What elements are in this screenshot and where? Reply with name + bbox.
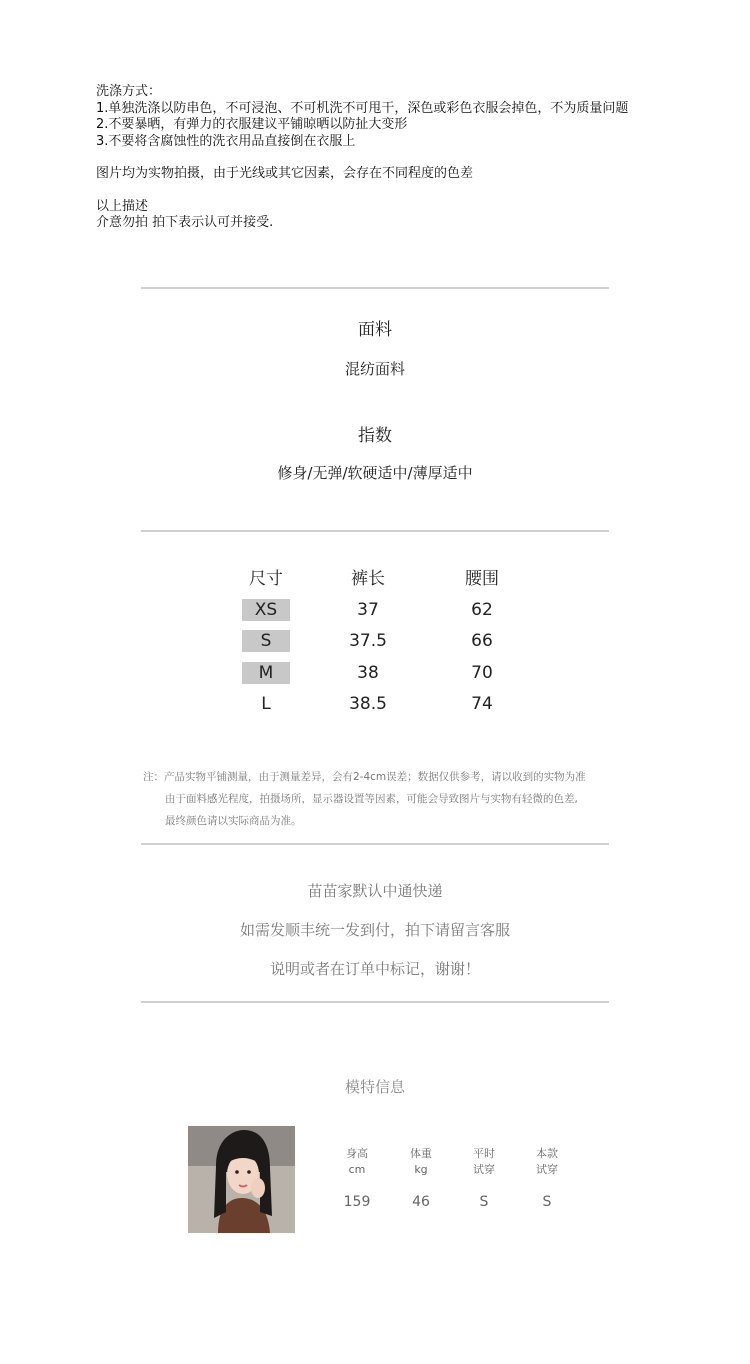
divider bbox=[141, 843, 609, 845]
weight-label-text: 体重 bbox=[410, 1147, 432, 1160]
weight-value: 46 bbox=[412, 1194, 430, 1210]
index-value: 修身/无弹/软硬适中/薄厚适中 bbox=[277, 464, 473, 482]
height-label bbox=[332, 1146, 382, 1178]
size-cell: XS bbox=[242, 599, 290, 621]
size-cell: L bbox=[261, 694, 271, 714]
model-portrait-illustration bbox=[188, 1126, 295, 1233]
length-cell: 38 bbox=[357, 663, 379, 683]
wash-line-1: 1.单独洗涤以防串色，不可浸泡、不可机洗不可甩干，深色或彩色衣服会掉色，不为质量问题 bbox=[96, 100, 629, 116]
divider bbox=[141, 287, 609, 289]
note-line-2: 由于面料感光程度，拍摄场所，显示器设置等因素，可能会导致图片与实物有轻微的色差, bbox=[165, 793, 578, 805]
waist-cell: 62 bbox=[471, 600, 493, 620]
length-cell: 37 bbox=[357, 600, 379, 620]
height-unit: cm bbox=[348, 1163, 366, 1176]
note-line-1: 注：产品实物平铺测量，由于测量差异，会有2-4cm误差；数据仅供参考，请以收到的实物为准 bbox=[143, 771, 586, 783]
length-cell: 38.5 bbox=[349, 694, 387, 714]
wash-line-3: 3.不要将含腐蚀性的洗衣用品直接倒在衣服上 bbox=[96, 133, 356, 149]
length-header: 裤长 bbox=[351, 569, 385, 589]
divider bbox=[141, 1001, 609, 1003]
measurement-note bbox=[143, 766, 613, 832]
weight-unit: kg bbox=[414, 1163, 428, 1176]
washing-instructions bbox=[96, 84, 628, 232]
height-value: 159 bbox=[343, 1194, 371, 1210]
wash-title: 洗涤方式： bbox=[96, 84, 162, 99]
agree-line-1: 以上描述 bbox=[96, 198, 149, 214]
usual-size-value: S bbox=[479, 1194, 489, 1210]
divider bbox=[141, 530, 609, 532]
this-item-size-value: S bbox=[542, 1194, 552, 1210]
fabric-title: 面料 bbox=[358, 320, 392, 340]
shipping-line-3: 说明或者在订单中标记，谢谢！ bbox=[269, 960, 480, 978]
waist-cell: 74 bbox=[471, 694, 493, 714]
weight-label bbox=[396, 1146, 446, 1178]
this-item-size-label-text: 本款 bbox=[536, 1147, 558, 1160]
height-label-text: 身高 bbox=[346, 1147, 368, 1160]
this-item-size-label bbox=[522, 1146, 572, 1178]
size-cell: M bbox=[242, 662, 290, 684]
shipping-line-2: 如需发顺丰统一发到付，拍下请留言客服 bbox=[239, 921, 510, 939]
agree-line-2: 介意勿拍 拍下表示认可并接受. bbox=[96, 215, 274, 230]
size-cell: S bbox=[242, 630, 290, 652]
waist-cell: 70 bbox=[471, 663, 493, 683]
model-photo bbox=[188, 1126, 295, 1233]
usual-size-label bbox=[459, 1146, 509, 1178]
note-line-3: 最终颜色请以实际商品为准。 bbox=[165, 815, 302, 827]
index-title: 指数 bbox=[358, 426, 392, 446]
waist-cell: 66 bbox=[471, 631, 493, 651]
shipping-line-1: 苗苗家默认中通快递 bbox=[307, 882, 443, 900]
wash-line-2: 2.不要暴晒，有弹力的衣服建议平铺晾晒以防扯大变形 bbox=[96, 117, 408, 132]
size-header: 尺寸 bbox=[249, 569, 283, 589]
waist-header: 腰围 bbox=[465, 569, 499, 589]
fabric-value: 混纺面料 bbox=[344, 360, 405, 378]
usual-size-label-text: 平时 bbox=[473, 1147, 495, 1160]
usual-size-label-sub: 试穿 bbox=[473, 1163, 495, 1176]
color-difference-note: 图片均为实物拍摄，由于光线或其它因素，会存在不同程度的色差 bbox=[96, 166, 474, 181]
this-item-size-label-sub: 试穿 bbox=[536, 1163, 558, 1176]
length-cell: 37.5 bbox=[349, 631, 387, 651]
model-info-title: 模特信息 bbox=[344, 1078, 405, 1096]
